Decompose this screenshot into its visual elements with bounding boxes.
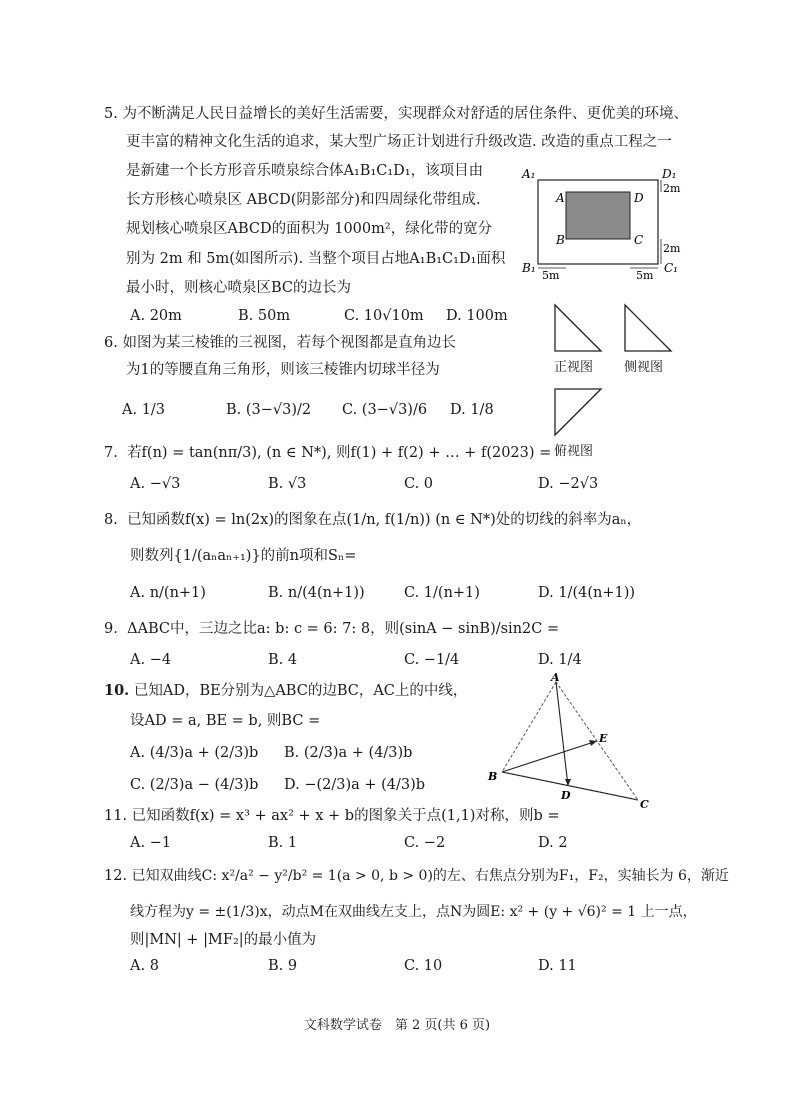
- q5-inner-rect: [566, 192, 630, 239]
- q9-line-1: [104, 619, 559, 639]
- q6-option-a: A. 1/3: [122, 402, 166, 418]
- q12-text-1: 已知双曲线C: x²/a² − y²/b² = 1(a > 0, b > 0)的左、右焦点分别为F₁，F₂，实轴长为 6，渐近: [131, 868, 729, 884]
- q12-line-3: 则|MN| + |MF₂|的最小值为: [130, 932, 317, 948]
- q6-side-view: [622, 302, 674, 354]
- q5-number: 5.: [104, 106, 118, 122]
- q6-front-view-caption: 正视图: [554, 360, 594, 375]
- q5-line-4: 长方形核心喷泉区 ABCD(阴影部分)和四周绿化带组成.: [126, 192, 481, 208]
- q5-label-a1: A₁: [522, 167, 536, 181]
- q6-text-1: 如图为某三棱锥的三视图，若每个视图都是直角边长: [122, 335, 456, 351]
- q6-option-d: D. 1/8: [450, 402, 494, 418]
- q6-top-view-caption: 俯视图: [554, 444, 594, 459]
- q9-option-c: C. −1/4: [404, 652, 460, 668]
- q5-option-a: A. 20m: [130, 308, 182, 324]
- q5-option-b: B. 50m: [238, 308, 291, 324]
- q10-number: 10.: [104, 682, 130, 699]
- q5-line-2: 更丰富的精神文化生活的追求，某大型广场正计划进行升级改造. 改造的重点工程之一: [126, 134, 672, 150]
- q5-line-7: 最小时，则核心喷泉区BC的边长为: [126, 280, 352, 296]
- q6-option-c: C. (3−√3)/6: [342, 402, 428, 418]
- q12-option-d: D. 11: [538, 958, 577, 974]
- q5-label-d1: D₁: [662, 167, 677, 181]
- q11-option-d: D. 2: [538, 835, 568, 851]
- q7-option-c: C. 0: [404, 476, 434, 492]
- q7-line-1: [104, 443, 551, 463]
- q10-text-1: 已知AD，BE分别为△ABC的边BC，AC上的中线，: [133, 683, 468, 699]
- q10-line-1: [104, 681, 467, 701]
- q5-figure: [518, 162, 688, 282]
- q8-option-b: B. n/(4(n+1)): [268, 585, 365, 601]
- q10-label-c: C: [640, 798, 649, 811]
- q8-number: 8.: [104, 512, 118, 528]
- q5-label-b: B: [556, 233, 565, 247]
- q5-line-6: 别为 2m 和 5m(如图所示). 当整个项目占地A₁B₁C₁D₁面积: [126, 251, 506, 267]
- q5-label-left-width: 5m: [542, 269, 560, 282]
- q8-text-1: 已知函数f(x) = ln(2x)的图象在点(1/n, f(1/n)) (n ∈ N*)处的切线的斜率为aₙ，: [127, 512, 642, 528]
- q12-option-c: C. 10: [404, 958, 443, 974]
- q8-option-a: A. n/(n+1): [130, 585, 206, 601]
- q5-label-right-width: 5m: [636, 269, 654, 282]
- q11-text: 已知函数f(x) = x³ + ax² + x + b的图象关于点(1,1)对称，则b =: [131, 808, 560, 824]
- q12-line-2: 线方程为y = ±(1/3)x，动点M在双曲线左支上，点N为圆E: x² + (y + √6)² = 1 上一点，: [130, 904, 697, 920]
- q8-line-1: [104, 510, 641, 530]
- q6-side-view-caption: 侧视图: [624, 360, 664, 375]
- q5-label-b1: B₁: [522, 261, 536, 275]
- q10-label-b: B: [488, 770, 498, 783]
- q9-number: 9.: [104, 621, 118, 637]
- q7-number: 7.: [104, 445, 118, 461]
- page-footer: 文科数学试卷 第 2 页(共 6 页): [303, 1018, 491, 1033]
- q6-top-view: [552, 386, 604, 438]
- q10-figure: [480, 672, 660, 812]
- q5-text-1: 为不断满足人民日益增长的美好生活需要，实现群众对舒适的居住条件、更优美的环境、: [122, 106, 688, 122]
- q5-line-1: [104, 104, 688, 124]
- q10-option-a: A. (4/3)a + (2/3)b: [130, 745, 259, 761]
- q10-triangle: [502, 682, 638, 800]
- q10-arrow-e: [589, 740, 597, 746]
- q6-front-view: [552, 302, 604, 354]
- q5-label-d: D: [634, 191, 644, 205]
- q8-option-d: D. 1/(4(n+1)): [538, 585, 636, 601]
- q10-option-b: B. (2/3)a + (4/3)b: [284, 745, 413, 761]
- q6-option-b: B. (3−√3)/2: [226, 402, 312, 418]
- q5-label-c1: C₁: [664, 261, 678, 275]
- q10-label-d: D: [561, 789, 571, 802]
- q7-option-b: B. √3: [268, 476, 307, 492]
- q7-option-d: D. −2√3: [538, 476, 599, 492]
- q11-option-a: A. −1: [130, 835, 172, 851]
- q9-text: ΔABC中，三边之比a: b: c = 6: 7: 8，则(sinA − sinB)/sin2C =: [127, 621, 560, 637]
- q12-line-1: [104, 866, 729, 886]
- q10-label-a: A: [551, 672, 560, 684]
- q8-option-c: C. 1/(n+1): [404, 585, 480, 601]
- q5-option-d: D. 100m: [446, 308, 508, 324]
- q10-median-be: [502, 741, 597, 772]
- q8-line-2: 则数列{1/(aₙaₙ₊₁)}的前n项和Sₙ=: [130, 548, 357, 564]
- q12-option-b: B. 9: [268, 958, 298, 974]
- q6-line-1: [104, 333, 456, 353]
- q6-line-2: 为1的等腰直角三角形，则该三棱锥内切球半径为: [126, 362, 440, 378]
- q11-line-1: [104, 806, 560, 826]
- q5-label-top-width: 2m: [663, 182, 681, 195]
- q5-label-c: C: [634, 233, 644, 247]
- q10-option-c: C. (2/3)a − (4/3)b: [130, 777, 259, 793]
- q11-option-c: C. −2: [404, 835, 446, 851]
- q12-option-a: A. 8: [130, 958, 159, 974]
- q10-line-2: 设AD = a, BE = b, 则BC =: [130, 713, 321, 729]
- q12-number: 12.: [104, 868, 128, 884]
- q5-line-3: 是新建一个长方形音乐喷泉综合体A₁B₁C₁D₁，该项目由: [126, 163, 484, 179]
- q10-median-ad: [556, 682, 568, 786]
- q6-number: 6.: [104, 335, 118, 351]
- q9-option-a: A. −4: [130, 652, 172, 668]
- q5-label-bottom-width: 2m: [663, 242, 681, 255]
- q7-text: 若f(n) = tan(nπ/3), (n ∈ N*), 则f(1) + f(2) + … + f(2023) =: [127, 445, 552, 461]
- q10-label-e: E: [599, 732, 608, 745]
- q9-option-d: D. 1/4: [538, 652, 582, 668]
- q5-label-a: A: [556, 191, 565, 205]
- q11-option-b: B. 1: [268, 835, 298, 851]
- q5-option-c: C. 10√10m: [344, 308, 424, 324]
- q9-option-b: B. 4: [268, 652, 298, 668]
- q11-number: 11.: [104, 808, 128, 824]
- q7-option-a: A. −√3: [130, 476, 181, 492]
- q5-line-5: 规划核心喷泉区ABCD的面积为 1000m²，绿化带的宽分: [126, 221, 493, 237]
- q10-option-d: D. −(2/3)a + (4/3)b: [284, 777, 426, 793]
